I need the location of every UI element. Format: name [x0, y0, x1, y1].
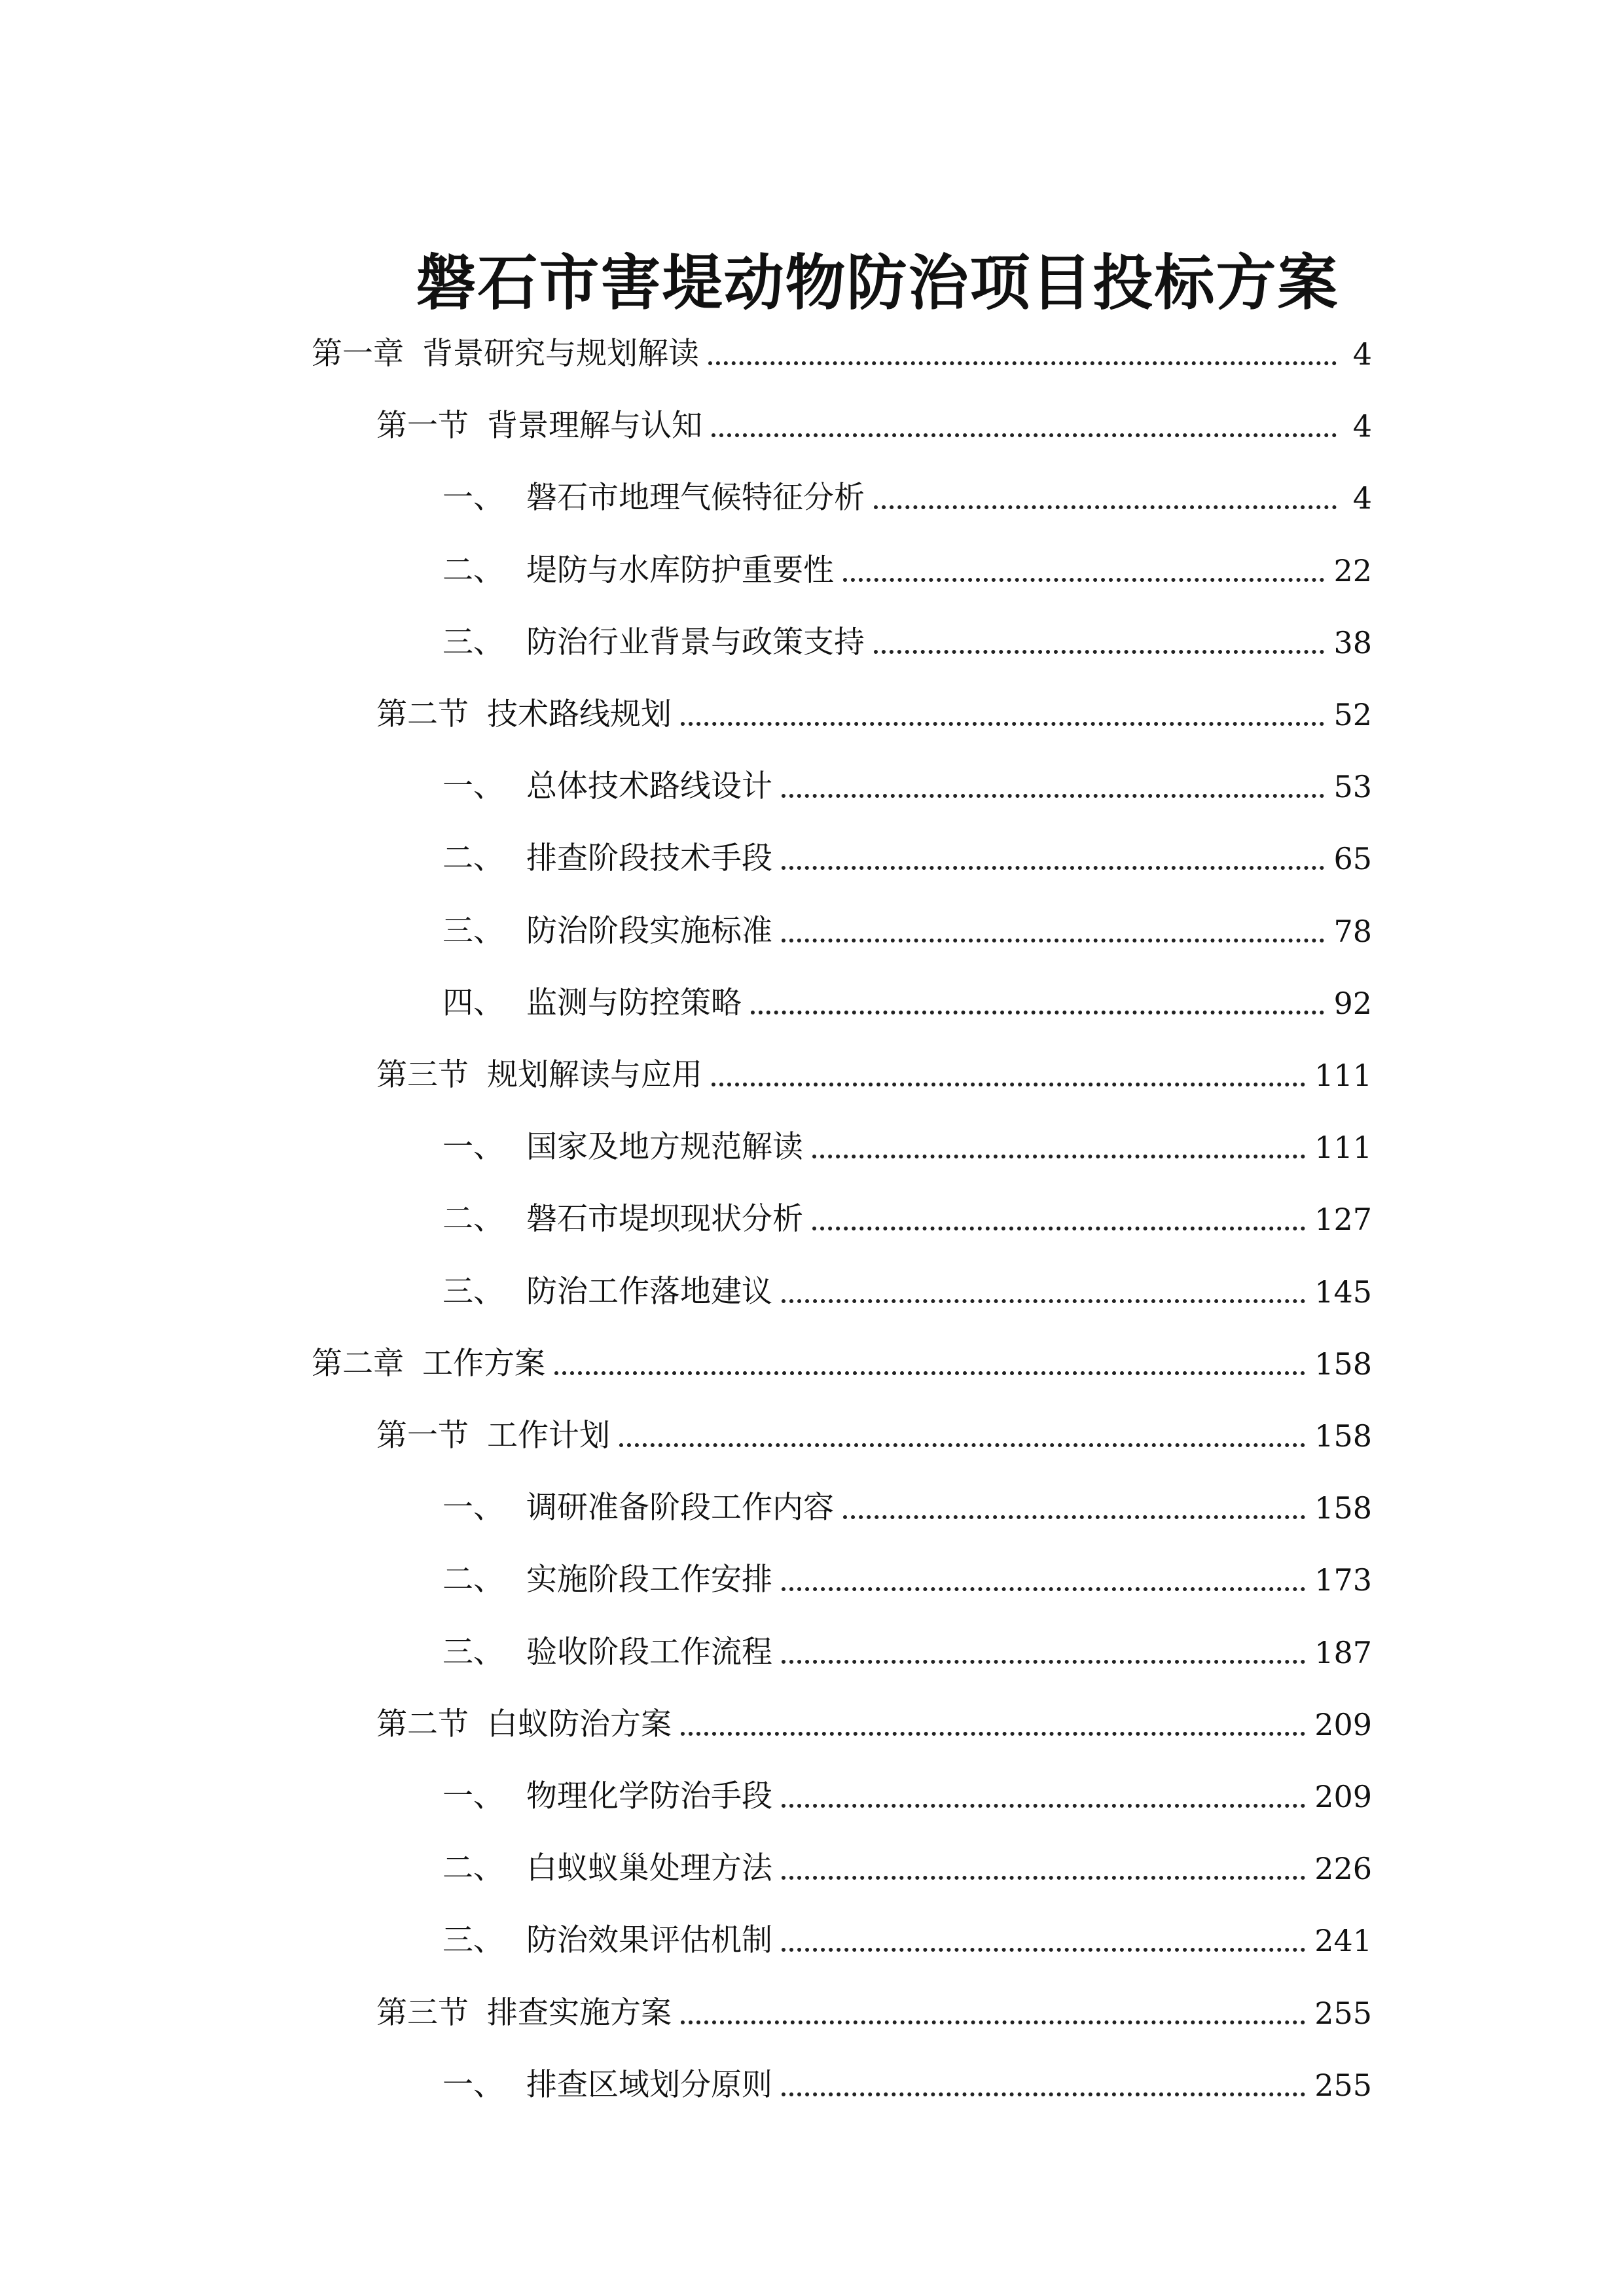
toc-page-number: 226: [1314, 1851, 1372, 1887]
toc-page-number: 145: [1314, 1274, 1372, 1310]
toc-entry-title: 国家及地方规范解读: [526, 1129, 803, 1166]
toc-entry-title: 背景理解与认知: [487, 408, 702, 444]
toc-entry-title: 实施阶段工作安排: [526, 1562, 772, 1598]
toc-entry-number: 二、: [442, 552, 504, 588]
toc-entry[interactable]: [442, 2049, 1372, 2121]
toc-entry-number: 二、: [442, 1201, 504, 1238]
toc-entry-number: 一、: [442, 1778, 504, 1814]
toc-dot-leader: [554, 1371, 1305, 1375]
toc-entry[interactable]: [376, 390, 1372, 462]
toc-entry[interactable]: [442, 751, 1372, 823]
toc-entry[interactable]: [442, 1617, 1372, 1689]
toc-page-number: 111: [1314, 1130, 1372, 1166]
toc-dot-leader: [782, 794, 1324, 798]
toc-entry-title: 磐石市地理气候特征分析: [526, 480, 865, 516]
toc-entry[interactable]: [376, 1977, 1372, 2049]
toc-entry-number: 四、: [442, 984, 504, 1021]
toc-entry-title: 总体技术路线设计: [526, 768, 772, 805]
toc-dot-leader: [782, 1804, 1305, 1808]
toc-entry-number: 二、: [442, 1850, 504, 1887]
toc-entry[interactable]: [312, 1328, 1372, 1400]
toc-page-number: 158: [1314, 1418, 1372, 1454]
toc-page-number: 92: [1333, 985, 1372, 1021]
toc-entry[interactable]: [442, 1472, 1372, 1544]
toc-entry[interactable]: [442, 1183, 1372, 1255]
document-title: 磐石市害堤动物防治项目投标方案: [416, 247, 1339, 318]
toc-entry-title: 背景研究与规划解读: [422, 336, 699, 372]
toc-entry-title: 排查阶段技术手段: [526, 840, 772, 877]
toc-entry-number: 三、: [442, 1273, 504, 1310]
toc-entry[interactable]: [376, 1400, 1372, 1472]
toc-entry-number: 三、: [442, 1922, 504, 1959]
toc-entry-number: 第一章: [312, 336, 404, 372]
toc-entry-title: 防治效果评估机制: [526, 1922, 772, 1959]
toc-entry-number: 第三节: [376, 1994, 469, 2031]
toc-page-number: 4: [1352, 408, 1372, 444]
toc-entry-number: 三、: [442, 912, 504, 949]
toc-page-number: 241: [1314, 1923, 1372, 1959]
toc-dot-leader: [874, 650, 1324, 654]
toc-dot-leader: [782, 1876, 1305, 1880]
toc-dot-leader: [874, 505, 1337, 509]
toc-page-number: 173: [1314, 1562, 1372, 1598]
toc-dot-leader: [712, 433, 1337, 437]
toc-page-number: 209: [1314, 1779, 1372, 1814]
toc-entry[interactable]: [442, 1544, 1372, 1616]
toc-dot-leader: [712, 1083, 1305, 1086]
toc-entry[interactable]: [442, 1761, 1372, 1833]
toc-entry[interactable]: [442, 1905, 1372, 1977]
toc-entry-title: 磐石市堤坝现状分析: [526, 1201, 803, 1238]
toc-dot-leader: [619, 1443, 1305, 1447]
toc-entry-number: 一、: [442, 768, 504, 805]
toc-page-number: 158: [1314, 1490, 1372, 1526]
toc-entry[interactable]: [442, 895, 1372, 967]
toc-page-number: 111: [1314, 1058, 1372, 1093]
toc-page-number: 255: [1314, 2067, 1372, 2103]
toc-entry-title: 排查区域划分原则: [526, 2066, 772, 2103]
toc-entry-number: 三、: [442, 624, 504, 660]
toc-entry-number: 第二章: [312, 1345, 404, 1382]
toc-entry-number: 三、: [442, 1634, 504, 1670]
toc-entry-number: 第一节: [376, 1418, 469, 1454]
toc-entry[interactable]: [376, 679, 1372, 751]
toc-page-number: 4: [1352, 480, 1372, 516]
toc-entry-number: 一、: [442, 2066, 504, 2103]
toc-entry-title: 物理化学防治手段: [526, 1778, 772, 1814]
toc-page-number: 209: [1314, 1706, 1372, 1742]
toc-page-number: 4: [1352, 336, 1372, 372]
toc-entry[interactable]: [442, 535, 1372, 607]
toc-dot-leader: [812, 1227, 1305, 1230]
toc-page-number: 53: [1333, 769, 1372, 805]
toc-entry[interactable]: [442, 1256, 1372, 1328]
toc-entry-number: 第一节: [376, 408, 469, 444]
toc-entry-number: 二、: [442, 840, 504, 877]
toc-dot-leader: [782, 2092, 1305, 2096]
toc-dot-leader: [782, 1948, 1305, 1952]
toc-entry-title: 工作方案: [422, 1345, 545, 1382]
toc-dot-leader: [782, 1587, 1305, 1591]
toc-entry-title: 堤防与水库防护重要性: [526, 552, 834, 588]
toc-dot-leader: [782, 939, 1324, 942]
toc-entry-title: 白蚁防治方案: [487, 1706, 672, 1742]
toc-entry[interactable]: [442, 823, 1372, 895]
toc-entry[interactable]: [376, 1689, 1372, 1761]
toc-page-number: 255: [1314, 1995, 1372, 2031]
toc-entry-title: 防治工作落地建议: [526, 1273, 772, 1310]
toc-dot-leader: [843, 1515, 1305, 1519]
toc-entry-title: 防治行业背景与政策支持: [526, 624, 865, 660]
toc-entry[interactable]: [442, 607, 1372, 679]
toc-dot-leader: [708, 361, 1337, 365]
toc-entry-number: 第三节: [376, 1057, 469, 1093]
toc-entry-title: 工作计划: [487, 1418, 610, 1454]
toc-page-number: 38: [1333, 624, 1372, 660]
toc-entry-title: 白蚁蚁巢处理方法: [526, 1850, 772, 1887]
toc-entry-title: 防治阶段实施标准: [526, 912, 772, 949]
toc-entry-title: 排查实施方案: [487, 1994, 672, 2031]
toc-entry[interactable]: [442, 1833, 1372, 1905]
toc-entry-title: 规划解读与应用: [487, 1057, 702, 1093]
toc-entry-number: 一、: [442, 1490, 504, 1526]
toc-page-number: 127: [1314, 1202, 1372, 1238]
toc-dot-leader: [782, 1660, 1305, 1664]
toc-entry[interactable]: [312, 318, 1372, 390]
toc-page-number: 65: [1333, 841, 1372, 877]
toc-page-number: 158: [1314, 1346, 1372, 1382]
toc-page-number: 187: [1314, 1634, 1372, 1670]
toc-dot-leader: [681, 722, 1324, 726]
toc-page-number: 78: [1333, 913, 1372, 949]
toc-entry-title: 技术路线规划: [487, 696, 672, 732]
toc-dot-leader: [681, 1732, 1305, 1736]
toc-page-number: 22: [1333, 552, 1372, 588]
toc-entry[interactable]: [442, 967, 1372, 1039]
toc-dot-leader: [681, 2020, 1305, 2024]
toc-entry-title: 调研准备阶段工作内容: [526, 1490, 834, 1526]
toc-page-number: 52: [1333, 697, 1372, 732]
toc-dot-leader: [782, 866, 1324, 870]
toc-dot-leader: [751, 1011, 1324, 1014]
toc-dot-leader: [843, 578, 1324, 582]
toc-entry-title: 监测与防控策略: [526, 984, 742, 1021]
toc-entry-title: 验收阶段工作流程: [526, 1634, 772, 1670]
toc-entry[interactable]: [376, 1039, 1372, 1111]
toc-entry-number: 第二节: [376, 696, 469, 732]
toc-entry[interactable]: [442, 1111, 1372, 1183]
toc-entry-number: 一、: [442, 1129, 504, 1166]
toc-entry-number: 一、: [442, 480, 504, 516]
toc-entry-number: 第二节: [376, 1706, 469, 1742]
toc-entry-number: 二、: [442, 1562, 504, 1598]
toc-entry[interactable]: [442, 462, 1372, 534]
toc-dot-leader: [812, 1155, 1305, 1158]
toc-dot-leader: [782, 1299, 1305, 1303]
